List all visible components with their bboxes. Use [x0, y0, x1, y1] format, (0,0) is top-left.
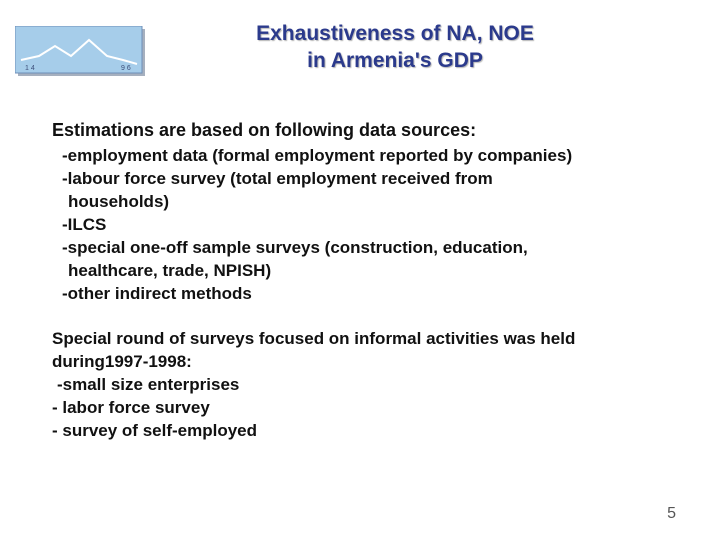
source-item-employment: -employment data (formal employment reported by companies)	[62, 146, 573, 165]
sources-heading: Estimations are based on following data sources:	[52, 120, 477, 140]
source-item-special-surveys: -special one-off sample surveys (construction, education,	[62, 238, 528, 257]
special-round-item-enterprises: -small size enterprises	[57, 375, 240, 394]
special-round-heading-cont: during1997-1998:	[52, 352, 192, 371]
source-item-ilcs: -ILCS	[62, 215, 107, 234]
source-item-labour-force-cont: households)	[68, 192, 170, 211]
source-item-labour-force: -labour force survey (total employment received from	[62, 169, 493, 188]
special-round-item-self-employed: - survey of self-employed	[52, 421, 258, 440]
special-round-item-labor-force: - labor force survey	[52, 398, 210, 417]
page-number: 5	[667, 505, 676, 522]
logo-right-label: 9 6	[121, 65, 131, 72]
slide-title	[200, 20, 590, 74]
special-round-heading: Special round of surveys focused on informal activities was held	[52, 329, 576, 348]
title-line-1: Exhaustiveness of NA, NOE	[256, 22, 534, 45]
slide-content	[52, 116, 702, 442]
section-gap	[52, 305, 702, 327]
title-line-2: in Armenia's GDP	[307, 49, 483, 72]
logo-left-label: 1 4	[25, 65, 35, 72]
source-item-indirect: -other indirect methods	[62, 284, 252, 303]
logo-graphic	[15, 26, 147, 78]
source-item-special-surveys-cont: healthcare, trade, NPISH)	[68, 261, 272, 280]
